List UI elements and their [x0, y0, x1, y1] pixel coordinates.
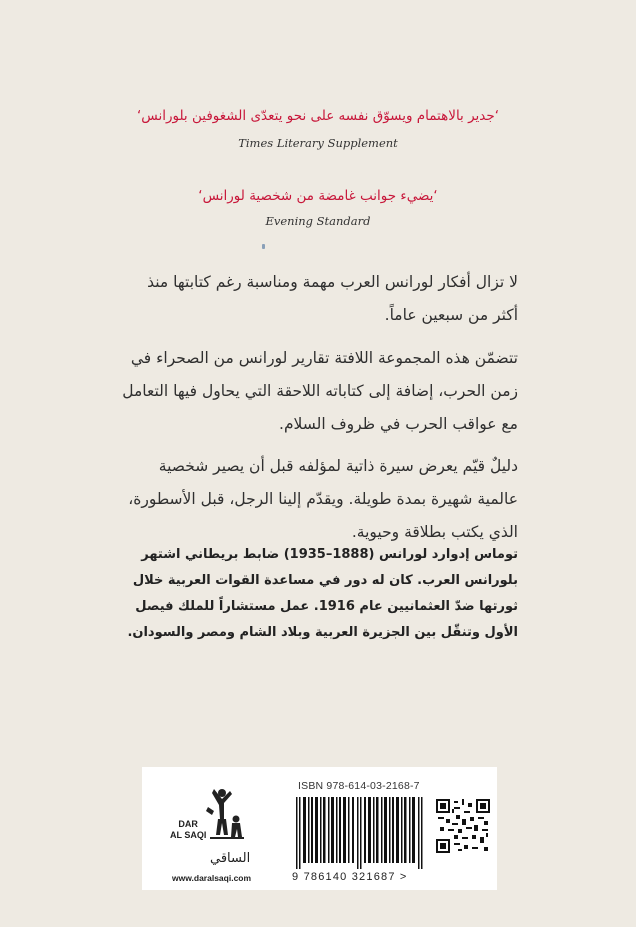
publisher-barcode-panel [142, 767, 497, 890]
review-source-2: Evening Standard [265, 214, 371, 228]
barcode-digits: 9 786140 321687 > [292, 871, 408, 883]
publisher-logo-figures-icon [204, 785, 248, 849]
barcode-icon [294, 797, 426, 869]
author-bio: توماس إدوارد لورانس (1888–1935) ضابط بريطاني اشتهر بلورانس العرب. كان له دور في مساعدة القوات العربية خلال ثورتها ضدّ العثمانيين عام 1916. عمل مستشاراً للملك فيصل الأول وتنقّل بين الجزيرة العربية وبلاد الشام ومصر والسودان. [127, 547, 518, 640]
qr-code-icon [436, 799, 490, 853]
publisher-name-line2: AL SAQI [170, 830, 207, 840]
publisher-name-latin [170, 819, 206, 841]
review-quote-1: ‘جدير بالاهتمام ويسوّق نفسه على نحو يتعدّى الشغوفين بلورانس‘ [136, 108, 500, 124]
blurb-paragraph-1: لا تزال أفكار لورانس العرب مهمة ومناسبة رغم كتابتها منذ أكثر من سبعين عاماً. [147, 273, 518, 324]
publisher-website: www.daralsaqi.com [172, 873, 252, 883]
blurb-paragraph-3: دليلٌ قيّم يعرض سيرة ذاتية لمؤلفه قبل أن يصير شخصية عالمية شهيرة بمدة طويلة. ويقدّم إلينا الرجل، قبل الأسطورة، الذي يكتب بطلاقة وحيوية. [128, 457, 518, 541]
publisher-name-arabic: الساقي [210, 851, 251, 866]
review-quote-2: ‘يضيء جوانب غامضة من شخصية لورانس‘ [198, 188, 438, 204]
review-source-1: Times Literary Supplement [238, 136, 398, 150]
isbn-label: ISBN 978-614-03-2168-7 [298, 780, 420, 792]
publisher-name-line1: DAR [178, 819, 198, 829]
blurb-paragraph-2: تتضمّن هذه المجموعة اللافتة تقارير لورانس من الصحراء في زمن الحرب، إضافة إلى كتاباته اللاحقة التي يحاول فيها التعامل مع عواقب الحرب في ظروف السلام. [122, 349, 518, 433]
ink-dot-decoration [262, 244, 265, 249]
